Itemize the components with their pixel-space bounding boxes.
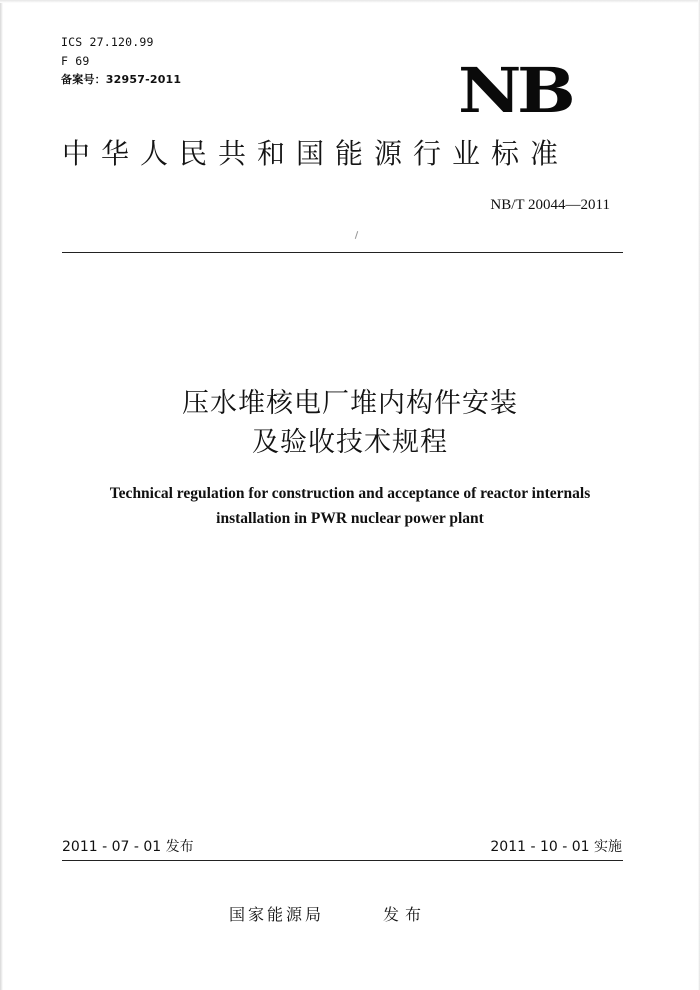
publish-label: 发布 <box>383 905 428 924</box>
header-divider <box>62 252 623 253</box>
title-cn-line1: 压水堆核电厂堆内构件安装 <box>182 388 518 419</box>
publisher-name: 国家能源局 <box>229 905 325 924</box>
implementation-date: 2011 - 10 - 01 实施 <box>490 839 622 855</box>
scan-speck <box>355 231 358 239</box>
standard-number: NB/T 20044—2011 <box>490 197 610 213</box>
ics-code: ICS 27.120.99 <box>61 35 154 49</box>
title-en-line2: installation in PWR nuclear power plant <box>216 510 484 527</box>
title-cn-line2: 及验收技术规程 <box>252 427 448 458</box>
issue-date: 2011 - 07 - 01 发布 <box>62 839 194 855</box>
nb-logo: NB <box>458 54 572 127</box>
record-number: 备案号：32957-2011 <box>61 73 182 86</box>
industry-standard-heading: 中华人民共和国能源行业标准 <box>62 137 570 170</box>
scan-edge-top <box>0 0 700 3</box>
footer-divider <box>62 860 623 861</box>
ccs-code: F 69 <box>61 54 90 68</box>
title-en-line1: Technical regulation for construction and acceptance of reactor internals <box>109 485 591 502</box>
